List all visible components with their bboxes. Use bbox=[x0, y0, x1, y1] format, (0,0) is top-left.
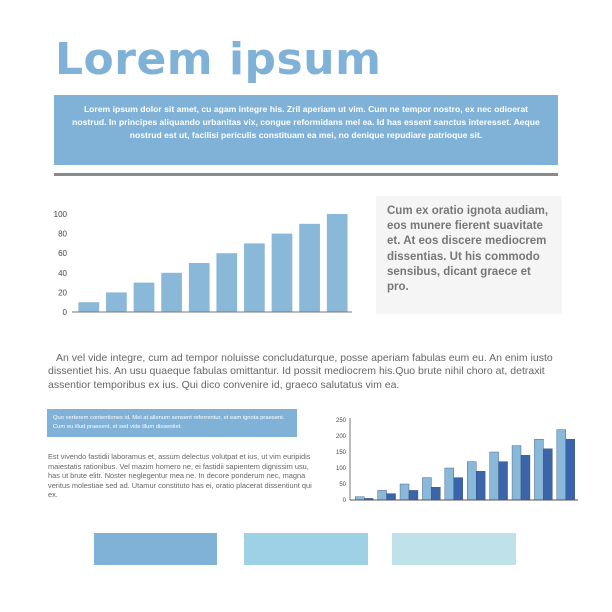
y-tick-label: 0 bbox=[62, 308, 67, 317]
bar-4 bbox=[161, 273, 182, 312]
color-swatch-2 bbox=[244, 533, 368, 565]
bar-10-s2 bbox=[566, 439, 575, 500]
body-paragraph: An vel vide integre, cum ad tempor noluisse concludaturque, posse aperiam fabulas eum eu. An enim iusto dissentiet his. An usu quaeque fabulas omittantur. Id possit mediocrem his.Quo brute nihil choro at, detraxit assentior temporibus ex ius. Qui dico convenire id, graeco salutatus vim ea. bbox=[48, 352, 553, 391]
bar-4-s2 bbox=[431, 487, 440, 500]
bar-3 bbox=[134, 283, 155, 312]
y-tick-label: 60 bbox=[58, 249, 67, 259]
bar-9 bbox=[299, 224, 320, 312]
bar-10 bbox=[327, 214, 348, 312]
bar-7-s2 bbox=[499, 462, 508, 500]
bar-3-s1 bbox=[400, 484, 409, 500]
bar-6-s1 bbox=[467, 462, 476, 500]
y-tick-label: 100 bbox=[335, 466, 346, 472]
bar-7-s1 bbox=[490, 452, 499, 500]
bar-10-s1 bbox=[557, 430, 566, 500]
bar-1 bbox=[78, 302, 99, 312]
quote-box bbox=[376, 196, 562, 314]
bar-5-s1 bbox=[445, 468, 454, 500]
quote-text: Cum ex oratio ignota audiam, eos munere fierent suavitate et. At eos discere mediocrem dissentias. Ut his commodo sensibus, dicant graece et pro. bbox=[387, 205, 549, 294]
intro-banner bbox=[54, 95, 558, 165]
color-swatch-1 bbox=[94, 533, 217, 565]
bar-3-s2 bbox=[409, 490, 418, 500]
note-text: Quo verterem contentiones id. Mel at alienum sensent referrentur, et eam ignota praesent. Cum eu illud praesent, et sed vide illum dissentiet. bbox=[53, 415, 285, 430]
section-divider bbox=[54, 173, 558, 176]
y-tick-label: 20 bbox=[58, 288, 67, 298]
bar-6-s2 bbox=[476, 471, 485, 500]
bar-2 bbox=[106, 292, 127, 312]
bar-chart-grouped bbox=[330, 412, 580, 512]
bar-5 bbox=[189, 263, 210, 312]
bar-9-s2 bbox=[543, 449, 552, 500]
bar-2-s1 bbox=[378, 490, 387, 500]
bar-2-s2 bbox=[387, 494, 396, 500]
color-swatch-3 bbox=[392, 533, 516, 565]
bar-chart-primary bbox=[40, 200, 360, 325]
note-banner bbox=[47, 409, 297, 437]
y-tick-label: 50 bbox=[339, 482, 346, 488]
page-title: Lorem ipsum bbox=[55, 34, 382, 85]
small-paragraph: Est vivendo fastidii laboramus et, assum delectus volutpat et ius, ut vim euripidis maiestatis rationibus. Vel mazim homero ne, ei fastidii sapientem dignissim usu, has ut brute elitr. Noster neglegentur mea ne. In decore ponderum nec, magna veritus molestiae sed ad. Utamur constituto has ei, oratio placerat dissentiunt qui ex. bbox=[48, 452, 312, 500]
y-tick-label: 100 bbox=[53, 210, 67, 219]
y-tick-label: 0 bbox=[342, 498, 346, 504]
bar-8 bbox=[272, 234, 293, 312]
y-tick-label: 250 bbox=[335, 418, 346, 424]
intro-text: Lorem ipsum dolor sit amet, cu agam integre his. Zril aperiam ut vim. Cum ne tempor nostro, ex nec odioerat nostrud. In principes aliquando urbanitas vix, congue reformidans mel ea. Id has essent sanctus interesset. Aeque nostrud est ut, facilisi periculis constituam ea mei, no denique repudiare patrioque sit. bbox=[72, 104, 540, 140]
y-tick-label: 150 bbox=[335, 450, 346, 456]
bar-8-s1 bbox=[512, 446, 521, 500]
bar-8-s2 bbox=[521, 455, 530, 500]
y-tick-label: 40 bbox=[58, 268, 67, 278]
y-tick-label: 80 bbox=[58, 229, 67, 239]
bar-9-s1 bbox=[534, 439, 543, 500]
bar-7 bbox=[244, 243, 265, 312]
y-tick-label: 200 bbox=[335, 434, 346, 440]
bar-6 bbox=[216, 253, 237, 312]
bar-4-s1 bbox=[422, 478, 431, 500]
bar-5-s2 bbox=[454, 478, 463, 500]
